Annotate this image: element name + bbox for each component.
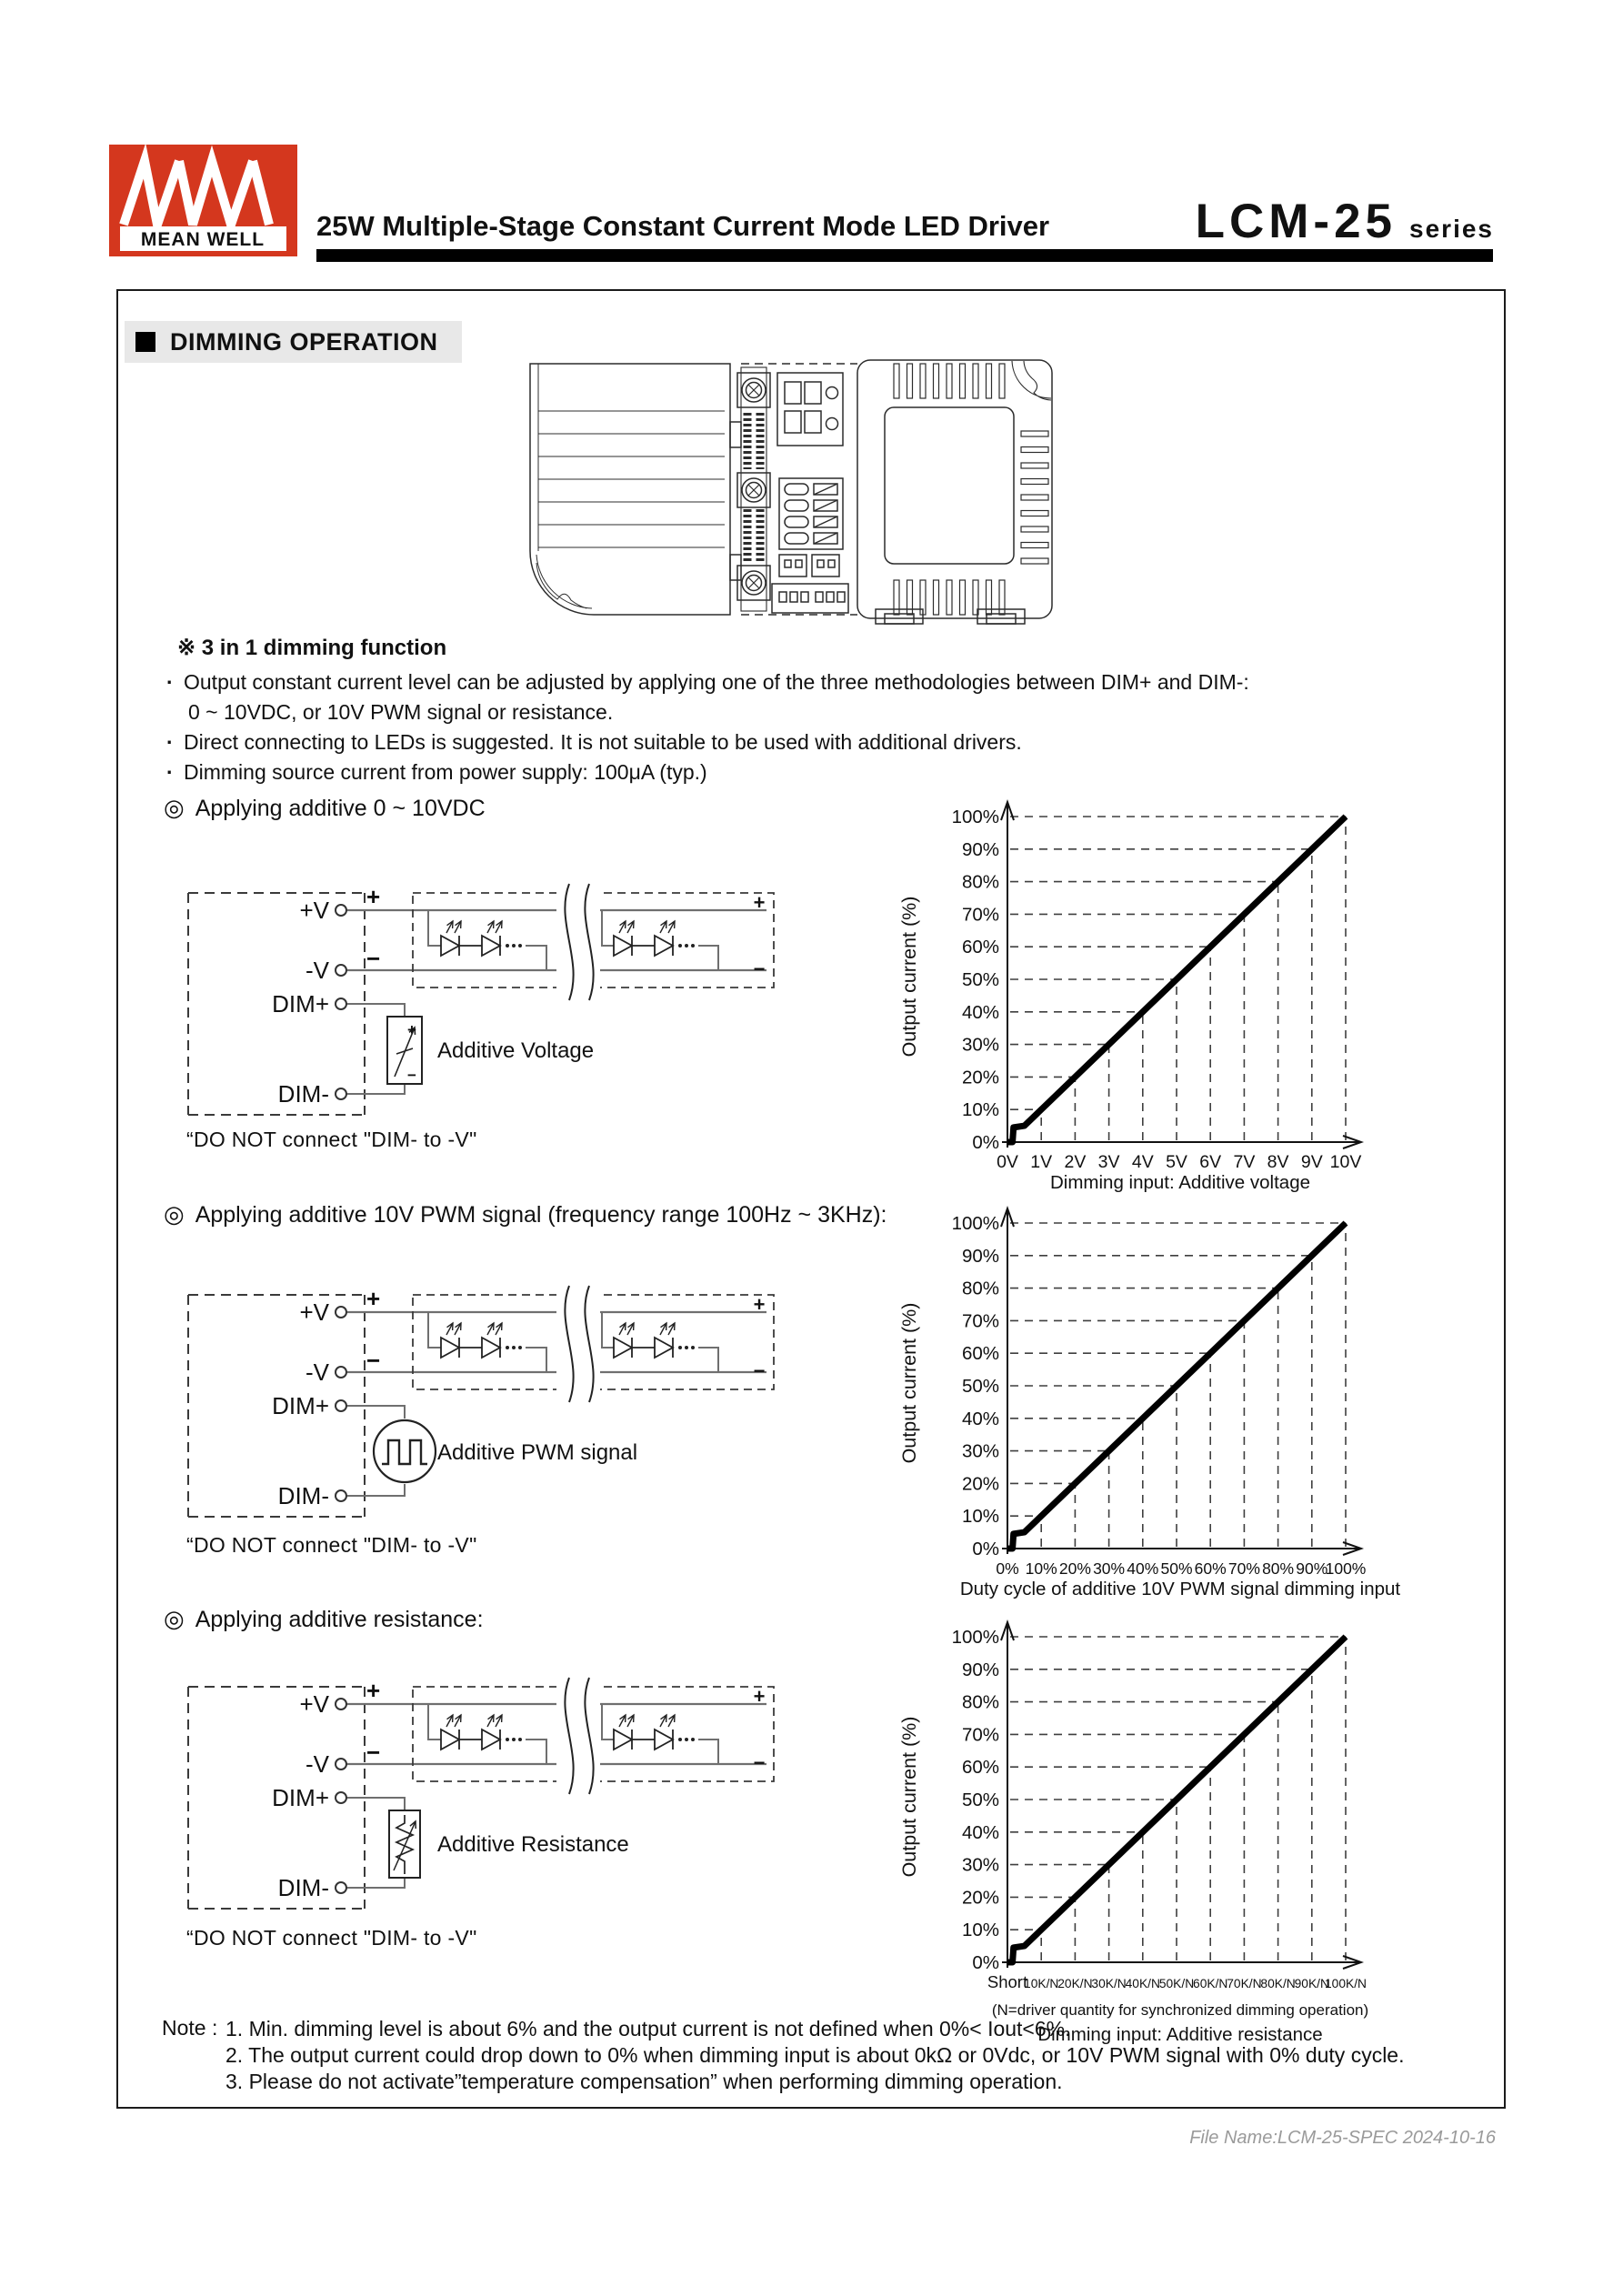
y-tick-label: 60% <box>961 1757 999 1779</box>
section-title: DIMMING OPERATION <box>170 327 438 356</box>
terminal-label: DIM- <box>277 1080 329 1108</box>
device-lid <box>885 407 1014 564</box>
terminal-dot <box>336 1490 346 1501</box>
device-left-body <box>530 364 730 615</box>
dimming-source-resistance-icon <box>389 1810 420 1878</box>
terminal-dot <box>336 998 346 1009</box>
section-square-icon <box>135 332 155 352</box>
y-tick-label: 60% <box>961 937 999 958</box>
device-fins <box>538 411 725 547</box>
y-tick-label: 30% <box>961 1034 999 1056</box>
terminal-dot <box>336 1759 346 1770</box>
terminal-label: DIM- <box>277 1874 329 1901</box>
y-tick-label: 90% <box>961 1245 999 1267</box>
y-tick-label: 50% <box>961 969 999 990</box>
y-tick-label: 20% <box>961 1067 999 1088</box>
wire-dim-plus <box>346 1406 405 1419</box>
bullet-icon: · <box>166 670 174 694</box>
minus-sign: − <box>753 958 766 980</box>
device-corner-cutout <box>536 555 592 608</box>
x-axis-title: Dimming input: Additive voltage <box>1049 1172 1311 1193</box>
terminal-label: DIM+ <box>272 990 329 1018</box>
warning-text: “DO NOT connect "DIM- to -V" <box>186 1926 477 1950</box>
x-tick-label: 40K/N <box>1125 1977 1160 1990</box>
meanwell-logo <box>109 145 297 256</box>
y-tick-label: 40% <box>961 1001 999 1023</box>
minus-sign: − <box>753 1359 766 1382</box>
ring-bullet-icon: ◎ <box>164 1200 185 1228</box>
dimming-function-heading: ※ 3 in 1 dimming function <box>177 636 447 660</box>
source-label: Additive PWM signal <box>437 1440 638 1465</box>
led-icon <box>441 1715 461 1750</box>
circuit-diagram-additive-pwm <box>127 1268 882 1568</box>
subsection-heading-resistance: ◎ Applying additive resistance: <box>164 1605 484 1632</box>
terminal-label: -V <box>306 957 329 984</box>
svg-text:+: + <box>407 1021 416 1038</box>
terminal-label: DIM+ <box>272 1784 329 1811</box>
x-tick-label: 80% <box>1262 1559 1295 1578</box>
y-tick-label: 10% <box>961 1920 999 1941</box>
y-tick-label: 70% <box>961 1724 999 1746</box>
warning-text: “DO NOT connect "DIM- to -V" <box>186 1128 477 1151</box>
y-tick-label: 50% <box>961 1790 999 1810</box>
y-tick-label: 100% <box>951 1627 999 1648</box>
x-tick-label: 20% <box>1058 1559 1091 1578</box>
y-axis-title: Output current (%) <box>898 1302 920 1464</box>
y-tick-label: 40% <box>961 1408 999 1429</box>
intro-bullet-3: · Dimming source current from power supply: 100μA (typ.) <box>166 760 707 784</box>
terminal-dot <box>336 1792 346 1803</box>
notes-list <box>225 2016 1405 2095</box>
ring-bullet-icon: ◎ <box>164 794 185 821</box>
y-tick-label: 90% <box>961 838 999 860</box>
intro-bullet-1: · Output constant current level can be adjusted by applying one of the three methodologies between DIM+ and DIM-: <box>166 670 1249 694</box>
file-info: File Name:LCM-25-SPEC 2024-10-16 <box>1189 2128 1496 2148</box>
y-tick-label: 40% <box>961 1821 999 1843</box>
led-icon <box>482 1715 502 1750</box>
led-icon <box>614 1715 634 1750</box>
x-tick-label: 40% <box>1127 1559 1159 1578</box>
y-tick-label: 0% <box>972 1132 999 1153</box>
led-icon <box>655 1323 675 1358</box>
note-item: 2. The output current could drop down to 0% when dimming input is about 0kΩ or 0Vdc, or 10V PWM signal with 0% duty cycle. <box>225 2043 1405 2067</box>
led-icon <box>482 921 502 956</box>
svg-text:−: − <box>407 1067 416 1084</box>
led-icon <box>614 921 634 956</box>
header-rule <box>316 249 1493 262</box>
source-label: Additive Resistance <box>437 1832 629 1857</box>
plus-sign: + <box>366 883 381 910</box>
led-icon <box>441 921 461 956</box>
led-icon <box>482 1323 502 1358</box>
x-axis-title: Duty cycle of additive 10V PWM signal dimming input <box>959 1579 1401 1599</box>
note-item: 3. Please do not activate”temperature compensation” when performing dimming operation. <box>225 2070 1063 2093</box>
wire-dim-plus <box>346 1004 405 1017</box>
x-tick-label: 1V <box>1030 1152 1053 1172</box>
note-item: 1. Min. dimming level is about 6% and the output current is not defined when 0%< Iout<6%. <box>225 2017 1071 2040</box>
led-icon <box>441 1323 461 1358</box>
series-name: LCM-25 <box>1195 195 1398 248</box>
x-tick-label: 70K/N <box>1227 1977 1262 1990</box>
notes-label: Note : <box>162 2016 218 2040</box>
device-dip-switch <box>772 584 848 613</box>
device-top-vents <box>894 364 1005 398</box>
device-connector <box>779 478 843 549</box>
x-tick-label: Short <box>987 1972 1028 1991</box>
minus-sign: − <box>366 1347 381 1374</box>
logo-name: MEAN WELL <box>140 229 265 250</box>
series-suffix: series <box>1409 215 1494 243</box>
y-tick-label: 70% <box>961 1310 999 1332</box>
x-tick-label: 90K/N <box>1294 1977 1329 1990</box>
chart-additive-voltage <box>885 780 1430 1194</box>
terminal-dot <box>336 905 346 916</box>
terminal-dot <box>336 1699 346 1709</box>
x-tick-label: 10K/N <box>1024 1977 1059 1990</box>
intro-bullet-1-cont: 0 ~ 10VDC, or 10V PWM signal or resistance. <box>188 700 614 724</box>
device-screws <box>737 373 770 600</box>
y-axis-title: Output current (%) <box>898 1716 920 1878</box>
x-tick-label: 20K/N <box>1057 1977 1093 1990</box>
x-tick-label: 50% <box>1160 1559 1193 1578</box>
x-tick-label: 100K/N <box>1324 1977 1368 1990</box>
source-label: Additive Voltage <box>437 1038 595 1063</box>
wire-dim-minus <box>346 1484 405 1496</box>
device-mounting-feet <box>876 609 1025 624</box>
x-tick-label: 60K/N <box>1193 1977 1228 1990</box>
y-tick-label: 90% <box>961 1659 999 1680</box>
device-side-vents <box>1021 431 1048 564</box>
terminal-label: +V <box>299 1690 329 1718</box>
plus-sign: + <box>366 1285 381 1312</box>
y-tick-label: 70% <box>961 904 999 926</box>
x-tick-label: 100% <box>1325 1559 1367 1578</box>
x-tick-label: 30K/N <box>1091 1977 1127 1990</box>
minus-sign: − <box>753 1751 766 1774</box>
y-tick-label: 30% <box>961 1854 999 1876</box>
x-tick-label: 9V <box>1300 1152 1323 1172</box>
y-tick-label: 80% <box>961 871 999 893</box>
terminal-dot <box>336 1307 346 1318</box>
ring-bullet-icon: ◎ <box>164 1605 185 1632</box>
section-heading <box>125 321 462 363</box>
device-corner-cutout-right <box>1012 361 1051 400</box>
plus-sign: + <box>753 1685 766 1708</box>
wire-dim-plus <box>346 1798 405 1810</box>
x-tick-label: 10% <box>1025 1559 1057 1578</box>
intro-bullet-2: · Direct connecting to LEDs is suggested. It is not suitable to be used with additional drivers. <box>166 730 1022 754</box>
x-tick-label: 6V <box>1199 1152 1222 1172</box>
x-tick-label: 7V <box>1233 1152 1256 1172</box>
terminal-label: DIM- <box>277 1482 329 1509</box>
x-tick-label: 90% <box>1296 1559 1328 1578</box>
dimming-source-voltage-icon <box>387 1017 422 1084</box>
y-tick-label: 60% <box>961 1343 999 1365</box>
y-tick-label: 80% <box>961 1691 999 1713</box>
y-tick-label: 30% <box>961 1440 999 1462</box>
x-tick-label: 5V <box>1166 1152 1187 1172</box>
minus-sign: − <box>366 1739 381 1766</box>
bullet-icon: · <box>166 730 174 754</box>
terminal-label: -V <box>306 1750 329 1778</box>
led-icon <box>614 1323 634 1358</box>
terminal-label: DIM+ <box>272 1392 329 1419</box>
x-tick-label: 3V <box>1097 1152 1120 1172</box>
x-axis-title: Dimming input: Additive resistance <box>1037 2024 1323 2045</box>
y-tick-label: 0% <box>972 1539 999 1559</box>
x-tick-label: 50K/N <box>1158 1977 1195 1990</box>
y-tick-label: 10% <box>961 1506 999 1528</box>
terminal-label: +V <box>299 1298 329 1326</box>
y-tick-label: 100% <box>951 807 999 827</box>
led-icon <box>655 1715 675 1750</box>
document-title: 25W Multiple-Stage Constant Current Mode LED Driver <box>316 210 1050 242</box>
y-tick-label: 0% <box>972 1952 999 1973</box>
y-tick-label: 80% <box>961 1278 999 1299</box>
device-terminal-block <box>777 373 843 446</box>
y-tick-label: 100% <box>951 1213 999 1234</box>
warning-text: “DO NOT connect "DIM- to -V" <box>186 1533 477 1557</box>
x-tick-label: 2V <box>1064 1152 1087 1172</box>
x-tick-label: 4V <box>1131 1152 1154 1172</box>
y-tick-label: 20% <box>961 1473 999 1495</box>
series-title <box>1196 194 1494 249</box>
terminal-dot <box>336 1882 346 1893</box>
chart-pwm-duty-cycle <box>885 1187 1430 1600</box>
subsection-heading-pwm: ◎ Applying additive 10V PWM signal (frequency range 100Hz ~ 3KHz): <box>164 1200 887 1228</box>
x-tick-label: 80K/N <box>1260 1977 1296 1990</box>
x-tick-label: 70% <box>1227 1559 1260 1578</box>
device-drawing <box>523 353 1059 626</box>
y-tick-label: 10% <box>961 1099 999 1121</box>
terminal-label: +V <box>299 897 329 924</box>
terminal-dot <box>336 1088 346 1099</box>
terminal-dot <box>336 1400 346 1411</box>
terminal-label: -V <box>306 1359 329 1386</box>
device-right-body <box>857 360 1052 618</box>
dimming-source-pwm-icon <box>374 1420 436 1482</box>
circuit-diagram-additive-resistance <box>127 1659 882 1960</box>
led-icon <box>655 921 675 956</box>
x-tick-label: 60% <box>1194 1559 1227 1578</box>
x-tick-label: 0% <box>996 1559 1019 1578</box>
y-tick-label: 20% <box>961 1887 999 1909</box>
minus-sign: − <box>366 945 381 972</box>
terminal-dot <box>336 965 346 976</box>
y-tick-label: 50% <box>961 1376 999 1397</box>
subsection-heading-voltage: ◎ Applying additive 0 ~ 10VDC <box>164 794 486 821</box>
plus-sign: + <box>366 1677 381 1704</box>
bullet-icon: · <box>166 760 174 784</box>
chart-additive-resistance <box>885 1600 1430 2060</box>
y-axis-title: Output current (%) <box>898 896 920 1058</box>
x-tick-label: 10V <box>1329 1152 1362 1172</box>
circuit-diagram-additive-voltage <box>127 866 882 1166</box>
x-tick-label: 30% <box>1093 1559 1126 1578</box>
terminal-dot <box>336 1367 346 1378</box>
plus-sign: + <box>753 1293 766 1316</box>
x-tick-label: 8V <box>1267 1152 1289 1172</box>
plus-sign: + <box>753 891 766 914</box>
x-tick-label: 0V <box>997 1152 1018 1172</box>
x-axis-note: (N=driver quantity for synchronized dimming operation) <box>991 2001 1369 2019</box>
